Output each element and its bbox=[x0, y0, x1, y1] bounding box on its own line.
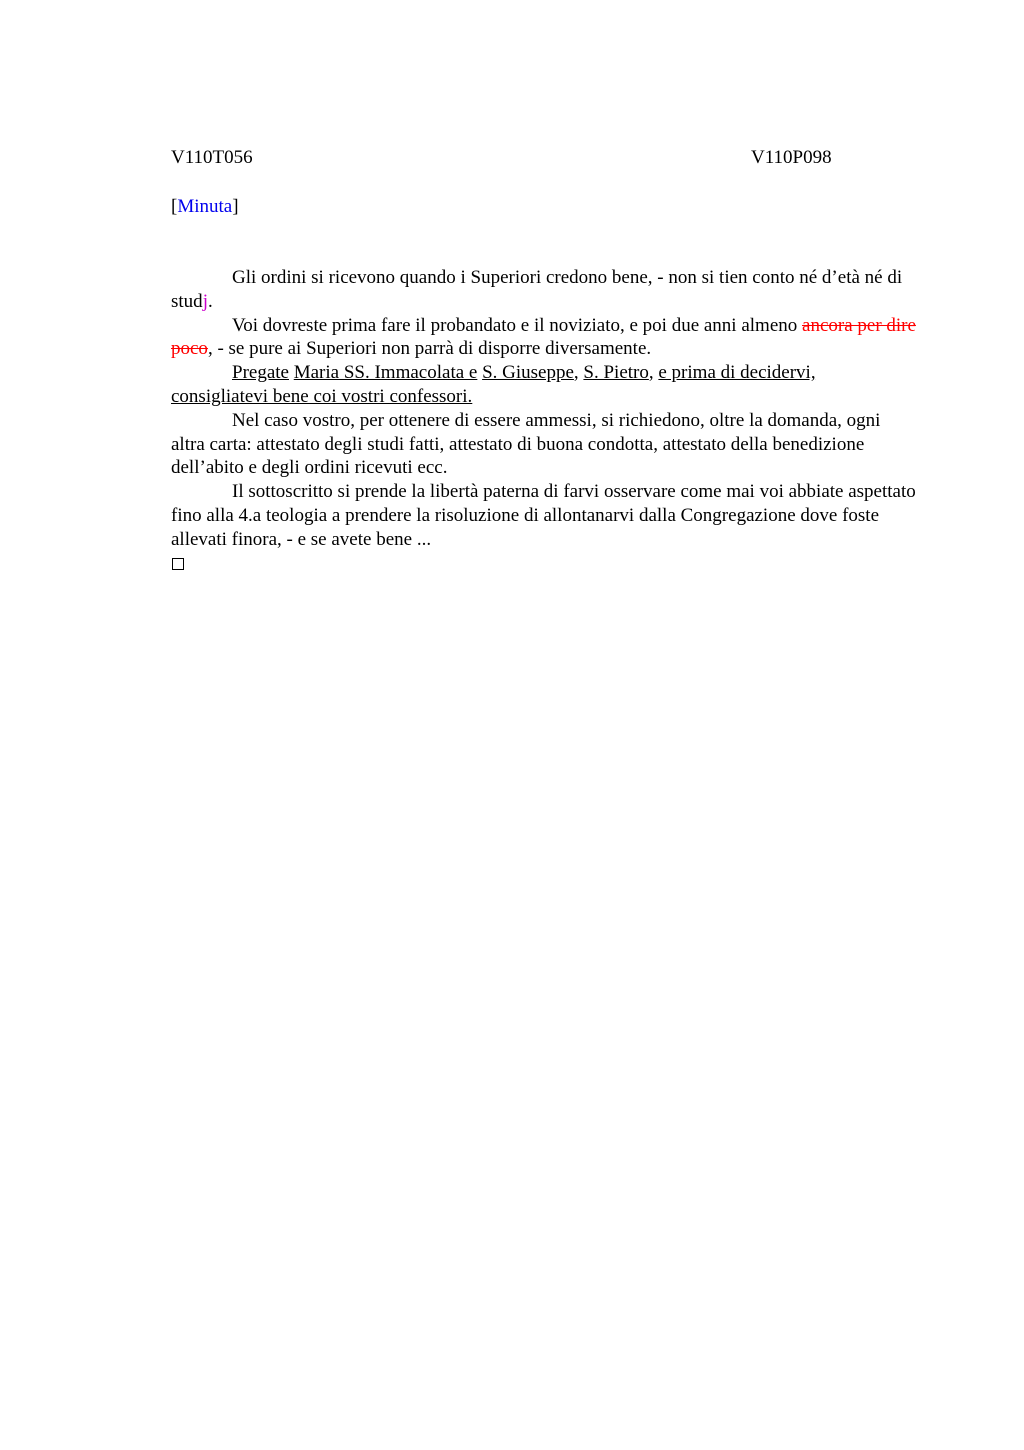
underlined-text: e prima di decidervi, consigliatevi bene coi vostri confessori. bbox=[171, 362, 816, 407]
separator: , bbox=[648, 362, 659, 384]
paragraph-text: Gli ordini si ricevono quando i Superiori credono bene, - non si tien conto né d’età né di stud bbox=[171, 267, 903, 312]
end-square-icon bbox=[172, 558, 184, 570]
document-code-left: V110T056 bbox=[171, 147, 253, 168]
underlined-text: Maria SS. Immacolata e bbox=[293, 362, 478, 384]
paragraph-text: , - se pure ai Superiori non parrà di disporre diversamente. bbox=[207, 338, 652, 360]
underlined-text: S. Pietro bbox=[583, 362, 649, 384]
paragraph-text: Voi dovreste prima fare il probandato e il noviziato, e poi due anni almeno bbox=[232, 314, 803, 336]
letter-body bbox=[171, 266, 917, 575]
separator: , bbox=[573, 362, 584, 384]
end-mark bbox=[171, 552, 917, 576]
paragraph-text: . bbox=[207, 290, 213, 312]
underlined-text: Pregate bbox=[232, 362, 289, 384]
bracket-close: ] bbox=[232, 196, 239, 217]
document-type-label bbox=[171, 196, 239, 218]
paragraph-probandato bbox=[171, 314, 917, 362]
paragraph-nel-caso: Nel caso vostro, per ottenere di essere ammessi, si richiedono, oltre la domanda, ogni altra carta: attestato degli studi fatti, attestato di buona condotta, attestato della benedizione dell’abito e degli ordini ricevuti ecc. bbox=[171, 409, 881, 479]
bracket-open: [ bbox=[171, 196, 178, 217]
minuta-label: Minuta bbox=[177, 196, 233, 217]
struck-text: ancora per dire poco bbox=[171, 314, 916, 360]
paragraph-sottoscritto: Il sottoscritto si prende la libertà paterna di farvi osservare come mai voi abbiate aspettato fino alla 4.a teologia a prendere la risoluzione di allontanarvi dalla Congregazione dove foste allevati finora, - e se avete bene ... bbox=[171, 481, 916, 550]
paragraph-pregate bbox=[171, 361, 917, 409]
underlined-text: S. Giuseppe bbox=[482, 362, 574, 384]
paragraph-ordini bbox=[171, 266, 917, 314]
document-code-right: V110P098 bbox=[751, 147, 832, 168]
inserted-letter: j bbox=[202, 290, 208, 312]
